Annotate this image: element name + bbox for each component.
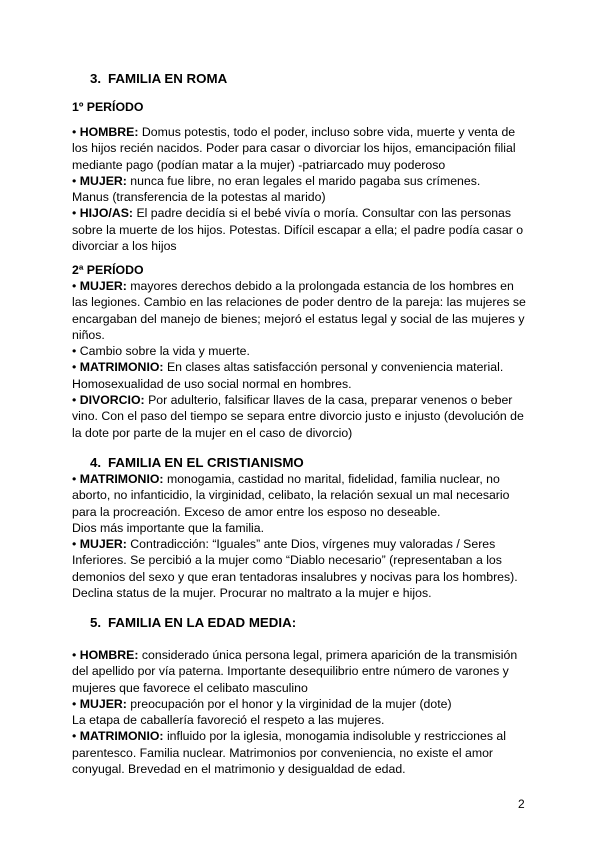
section-title: FAMILIA EN LA EDAD MEDIA: [108,615,297,630]
item-text: Domus potestis, todo el poder, incluso sobre vida, muerte y venta de los hijos recién nacidos. Poder para casar o divorciar los hijos, emancipación filial mediante pago (podían matar a la mujer) -patriarcado muy poderoso [72,125,516,172]
item-label: MUJER: [79,279,127,293]
bullet: • [72,360,77,375]
list-item-matrimonio [72,471,530,520]
item-label: HOMBRE: [79,125,139,139]
item-text: Cambio sobre la vida y muerte. [79,344,250,359]
list-item-hombre [72,124,530,173]
bullet: • [72,173,77,188]
bullet: • [72,344,77,359]
bullet: • [72,537,77,552]
item-text: El padre decidía si el bebé vivía o moría. Consultar con las personas sobre la muerte de los hijos. Potestas. Difícil escapar a ella; el padre podía casar o divorciar a los hijos [72,206,524,254]
bullet: • [72,696,77,711]
list-item-divorcio [72,392,530,441]
item-label: MUJER: [79,696,127,711]
item-label: MATRIMONIO: [79,729,164,744]
item-label: DIVORCIO: [79,393,145,408]
bullet: • [72,648,77,662]
item-label: HOMBRE: [79,648,139,662]
edad-media-items [72,647,530,777]
period-heading-1: 1º PERÍODO [72,100,144,114]
list-item-mujer [72,173,530,189]
item-label: MATRIMONIO: [79,360,164,375]
section-title: FAMILIA EN ROMA [108,71,228,86]
item-text: Contradicción: “Iguales” ante Dios, vírgenes muy valoradas / Seres Inferiores. Se percibió a la mujer como “Diablo necesario” (representaban a los demonios del sexo y que eran tentadoras insalubres y nocivas para los hombres). Declina status de la mujer. Procurar no maltrato a la mujer e hijos. [72,537,518,601]
list-item-hijos [72,205,530,254]
bullet: • [72,125,77,139]
period-heading-2: 2ª PERÍODO [72,263,144,277]
cristianismo-items [72,471,530,601]
item-text: considerado única persona legal, primera aparición de la transmisión del apellido por vía paterna. Importante desequilibrio entre número de varones y mujeres que favorece el celibato masculino [72,648,518,695]
bullet: • [72,393,77,408]
bullet: • [72,472,77,486]
section-number: 4. [90,455,102,470]
list-item-hombre [72,647,530,696]
bullet: • [72,279,77,293]
section-title: FAMILIA EN EL CRISTIANISMO [108,455,304,470]
item-text: Por adulterio, falsificar llaves de la casa, preparar venenos o beber vino. Con el paso del tiempo se separa entre divorcio justo e injusto (devolución de la dote por parte de la mujer en el caso de divorcio) [72,393,524,440]
list-item-mujer [72,536,530,601]
period-1-items [72,124,530,254]
list-item-matrimonio [72,728,530,777]
item-text: nunca fue libre, no eran legales el marido pagaba sus crímenes. [130,173,481,188]
item-text: preocupación por el honor y la virginidad de la mujer (dote) [130,696,452,711]
section-heading-edad-media [90,615,296,631]
item-text: influido por la iglesia, monogamia indisoluble y restricciones al parentesco. Familia nuclear. Matrimonios por conveniencia, no existe el amor conyugal. Brevedad en el matrimonio y desigualdad de edad. [72,729,506,777]
item-text: monogamia, castidad no marital, fidelidad, familia nuclear, no aborto, no infanticidio, la virginidad, celibato, la relación sexual un mal necesario para la procreación. Exceso de amor entre los esposo no deseable. [72,472,510,519]
plain-line-caballeria: La etapa de caballería favoreció el respeto a las mujeres. [72,713,385,728]
bullet: • [72,206,77,221]
item-text: mayores derechos debido a la prolongada estancia de los hombres en las legiones. Cambio en las relaciones de poder dentro de la pareja: las mujeres se encargaban del manejo de bienes; mejoró el estatus legal y social de las mujeres y niños. [72,279,526,342]
item-text: En clases altas satisfacción personal y conveniencia material. Homosexualidad de uso social normal en hombres. [72,360,504,391]
bullet: • [72,729,77,744]
item-label: MATRIMONIO: [79,472,164,486]
section-number: 5. [90,615,102,630]
item-label: HIJO/AS: [79,206,134,221]
list-item-mujer [72,696,530,712]
item-label: MUJER: [79,173,127,188]
list-item-mujer [72,278,530,343]
list-item-matrimonio [72,359,530,392]
item-label: MUJER: [79,537,127,552]
section-heading-roma [90,71,227,87]
section-heading-cristianismo [90,455,304,471]
plain-line-dios: Dios más importante que la familia. [72,520,265,535]
section-number: 3. [90,71,102,86]
list-item-cambio [72,343,530,359]
plain-line-manus: Manus (transferencia de la potestas al marido) [72,190,326,205]
period-2-items [72,278,530,441]
page-number: 2 [518,797,525,811]
